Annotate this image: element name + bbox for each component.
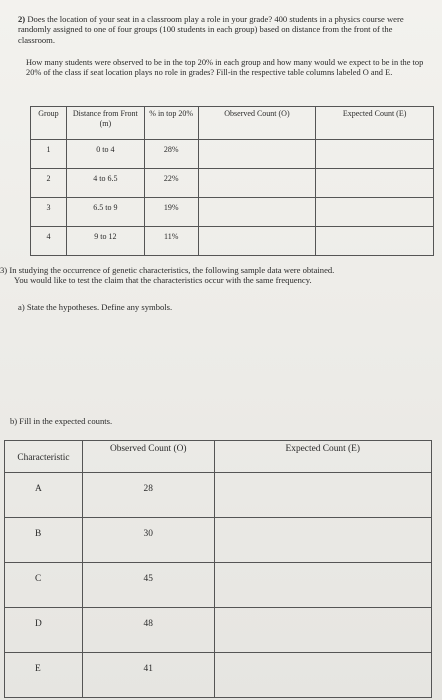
question-3-line-2: You would like to test the claim that the characteristics occur with the same frequency. xyxy=(14,275,312,286)
table-row xyxy=(31,140,434,169)
table-row xyxy=(5,473,432,518)
expected-cell[interactable] xyxy=(316,227,434,256)
header-distance: Distance from Front (m) xyxy=(66,107,144,140)
expected-cell[interactable] xyxy=(316,169,434,198)
header-expected: Expected Count (E) xyxy=(214,441,431,473)
observed-cell[interactable] xyxy=(198,227,316,256)
question-3-part-b: b) Fill in the expected counts. xyxy=(10,416,113,426)
seat-location-table xyxy=(30,106,434,256)
header-observed: Observed Count (O) xyxy=(198,107,316,140)
percent-cell: 11% xyxy=(144,227,198,256)
observed-cell: 48 xyxy=(82,608,214,653)
table-header-row xyxy=(31,107,434,140)
table-row xyxy=(5,608,432,653)
distance-cell: 9 to 12 xyxy=(66,227,144,256)
group-cell: 2 xyxy=(31,169,67,198)
observed-cell[interactable] xyxy=(198,169,316,198)
characteristic-cell: D xyxy=(5,608,83,653)
expected-cell[interactable] xyxy=(214,608,431,653)
question-2-instructions: How many students were observed to be in the top 20% in each group and how many would we expect to be in the top 20% of the class if seat location plays no role in grades? Fill-in the respective table columns labeled O and E. xyxy=(26,58,424,77)
group-cell: 1 xyxy=(31,140,67,169)
group-cell: 3 xyxy=(31,198,67,227)
observed-cell: 45 xyxy=(82,563,214,608)
table-row xyxy=(5,653,432,698)
question-2-body: Does the location of your seat in a classroom play a role in your grade? 400 students in a physics course were randomly assigned to one of four groups (100 students in each group) based on distance from the front of the classroom. xyxy=(18,14,404,45)
genetic-characteristics-table xyxy=(4,440,432,698)
expected-cell[interactable] xyxy=(214,473,431,518)
question-3-text xyxy=(0,265,436,286)
table-row xyxy=(31,169,434,198)
characteristic-cell: A xyxy=(5,473,83,518)
expected-cell[interactable] xyxy=(214,518,431,563)
question-3-part-a: a) State the hypotheses. Define any symbols. xyxy=(18,302,173,312)
distance-cell: 0 to 4 xyxy=(66,140,144,169)
header-percent: % in top 20% xyxy=(144,107,198,140)
question-3-number: 3) xyxy=(0,265,8,275)
table-row xyxy=(5,518,432,563)
question-3-line-1: In studying the occurrence of genetic characteristics, the following sample data were obtained. xyxy=(9,265,335,275)
expected-cell[interactable] xyxy=(316,198,434,227)
expected-cell[interactable] xyxy=(214,653,431,698)
table-header-row xyxy=(5,441,432,473)
characteristic-cell: E xyxy=(5,653,83,698)
expected-cell[interactable] xyxy=(316,140,434,169)
expected-cell[interactable] xyxy=(214,563,431,608)
question-2-number: 2) xyxy=(18,14,26,24)
percent-cell: 28% xyxy=(144,140,198,169)
observed-cell[interactable] xyxy=(198,198,316,227)
percent-cell: 19% xyxy=(144,198,198,227)
observed-cell: 30 xyxy=(82,518,214,563)
observed-cell[interactable] xyxy=(198,140,316,169)
characteristic-cell: B xyxy=(5,518,83,563)
distance-cell: 6.5 to 9 xyxy=(66,198,144,227)
percent-cell: 22% xyxy=(144,169,198,198)
header-observed: Observed Count (O) xyxy=(82,441,214,473)
question-2-text xyxy=(18,14,428,45)
table-row xyxy=(31,198,434,227)
header-group: Group xyxy=(31,107,67,140)
observed-cell: 41 xyxy=(82,653,214,698)
group-cell: 4 xyxy=(31,227,67,256)
characteristic-cell: C xyxy=(5,563,83,608)
observed-cell: 28 xyxy=(82,473,214,518)
header-expected: Expected Count (E) xyxy=(316,107,434,140)
table-row xyxy=(5,563,432,608)
header-characteristic: Characteristic xyxy=(5,441,83,473)
table-row xyxy=(31,227,434,256)
distance-cell: 4 to 6.5 xyxy=(66,169,144,198)
